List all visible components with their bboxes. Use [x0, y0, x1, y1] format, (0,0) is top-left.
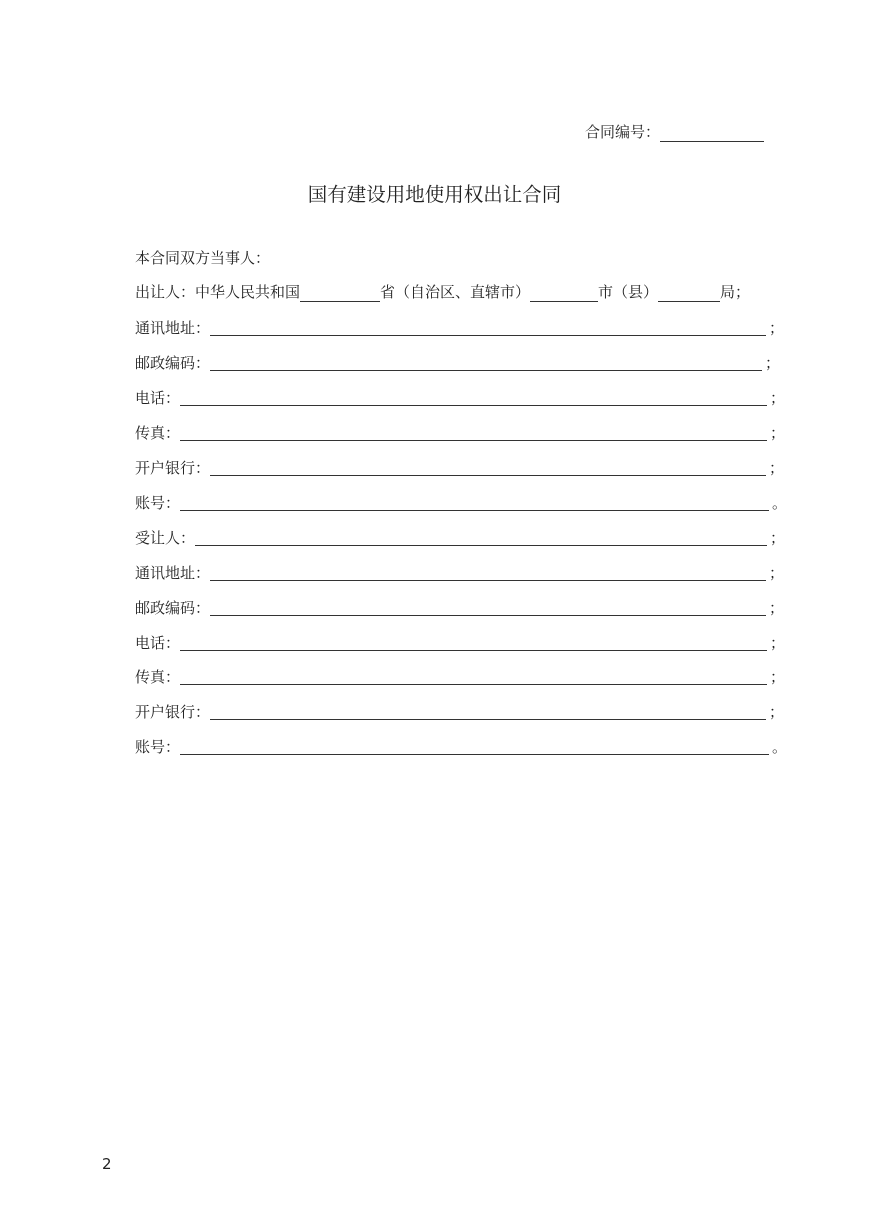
grantee-fax-row: [135, 665, 786, 687]
field-label: 受让人：: [135, 529, 196, 547]
field-label: 电话：: [135, 634, 181, 652]
field-end: ；: [769, 564, 785, 582]
field-end: ；: [770, 634, 786, 652]
field-end: ；: [770, 529, 786, 547]
grantor-address-blank[interactable]: [210, 319, 766, 336]
city-blank[interactable]: [530, 284, 598, 302]
field-end: ；: [765, 354, 781, 372]
grantee-address-blank[interactable]: [210, 564, 766, 581]
field-label: 电话：: [135, 389, 181, 407]
grantor-account-row: [135, 491, 788, 513]
grantee-address-row: [135, 561, 785, 583]
grantor-line: [135, 282, 750, 302]
grantee-account-blank[interactable]: [180, 738, 769, 755]
grantor-fax-blank[interactable]: [180, 424, 767, 441]
grantor-province-label: 省（自治区、直辖市）: [380, 283, 531, 301]
grantee-postcode-blank[interactable]: [210, 599, 766, 616]
field-end: ；: [769, 599, 785, 617]
province-blank[interactable]: [300, 284, 380, 302]
parties-intro: 本合同双方当事人：: [135, 249, 271, 267]
contract-number-line: [585, 122, 764, 142]
grantee-bank-blank[interactable]: [210, 703, 766, 720]
grantor-bank-blank[interactable]: [210, 459, 766, 476]
grantee-account-row: [135, 735, 788, 757]
grantee-fax-blank[interactable]: [180, 668, 767, 685]
document-title: 国有建设用地使用权出让合同: [307, 183, 562, 206]
grantor-postcode-row: [135, 351, 781, 373]
grantee-postcode-row: [135, 596, 785, 618]
grantee-phone-blank[interactable]: [180, 634, 767, 651]
grantee-name-blank[interactable]: [195, 529, 767, 546]
grantee-row: [135, 526, 786, 548]
grantor-phone-row: [135, 386, 786, 408]
field-end: ；: [770, 424, 786, 442]
field-end: 。: [772, 738, 788, 756]
field-end: ；: [770, 668, 786, 686]
grantee-phone-row: [135, 631, 786, 653]
field-label: 开户银行：: [135, 703, 211, 721]
grantor-account-blank[interactable]: [180, 494, 769, 511]
grantor-city-label: 市（县）: [598, 283, 659, 301]
grantor-phone-blank[interactable]: [180, 389, 767, 406]
contract-number-blank[interactable]: [660, 124, 764, 142]
field-label: 通讯地址：: [135, 319, 211, 337]
field-end: 。: [772, 494, 788, 512]
field-label: 账号：: [135, 494, 181, 512]
field-label: 传真：: [135, 668, 181, 686]
grantor-bank-row: [135, 456, 785, 478]
grantor-postcode-blank[interactable]: [210, 354, 762, 371]
field-label: 开户银行：: [135, 459, 211, 477]
grantor-address-row: [135, 316, 785, 338]
page-number: 2: [102, 1155, 112, 1173]
grantor-bureau-label: 局；: [720, 283, 751, 301]
grantor-prefix: 出让人：中华人民共和国: [135, 283, 301, 301]
grantor-fax-row: [135, 421, 786, 443]
field-label: 传真：: [135, 424, 181, 442]
field-label: 邮政编码：: [135, 599, 211, 617]
field-end: ；: [769, 319, 785, 337]
field-end: ；: [769, 703, 785, 721]
field-label: 邮政编码：: [135, 354, 211, 372]
field-label: 账号：: [135, 738, 181, 756]
bureau-blank[interactable]: [658, 284, 720, 302]
field-end: ；: [769, 459, 785, 477]
grantee-bank-row: [135, 700, 785, 722]
field-end: ；: [770, 389, 786, 407]
field-label: 通讯地址：: [135, 564, 211, 582]
contract-number-label: 合同编号：: [585, 123, 661, 141]
